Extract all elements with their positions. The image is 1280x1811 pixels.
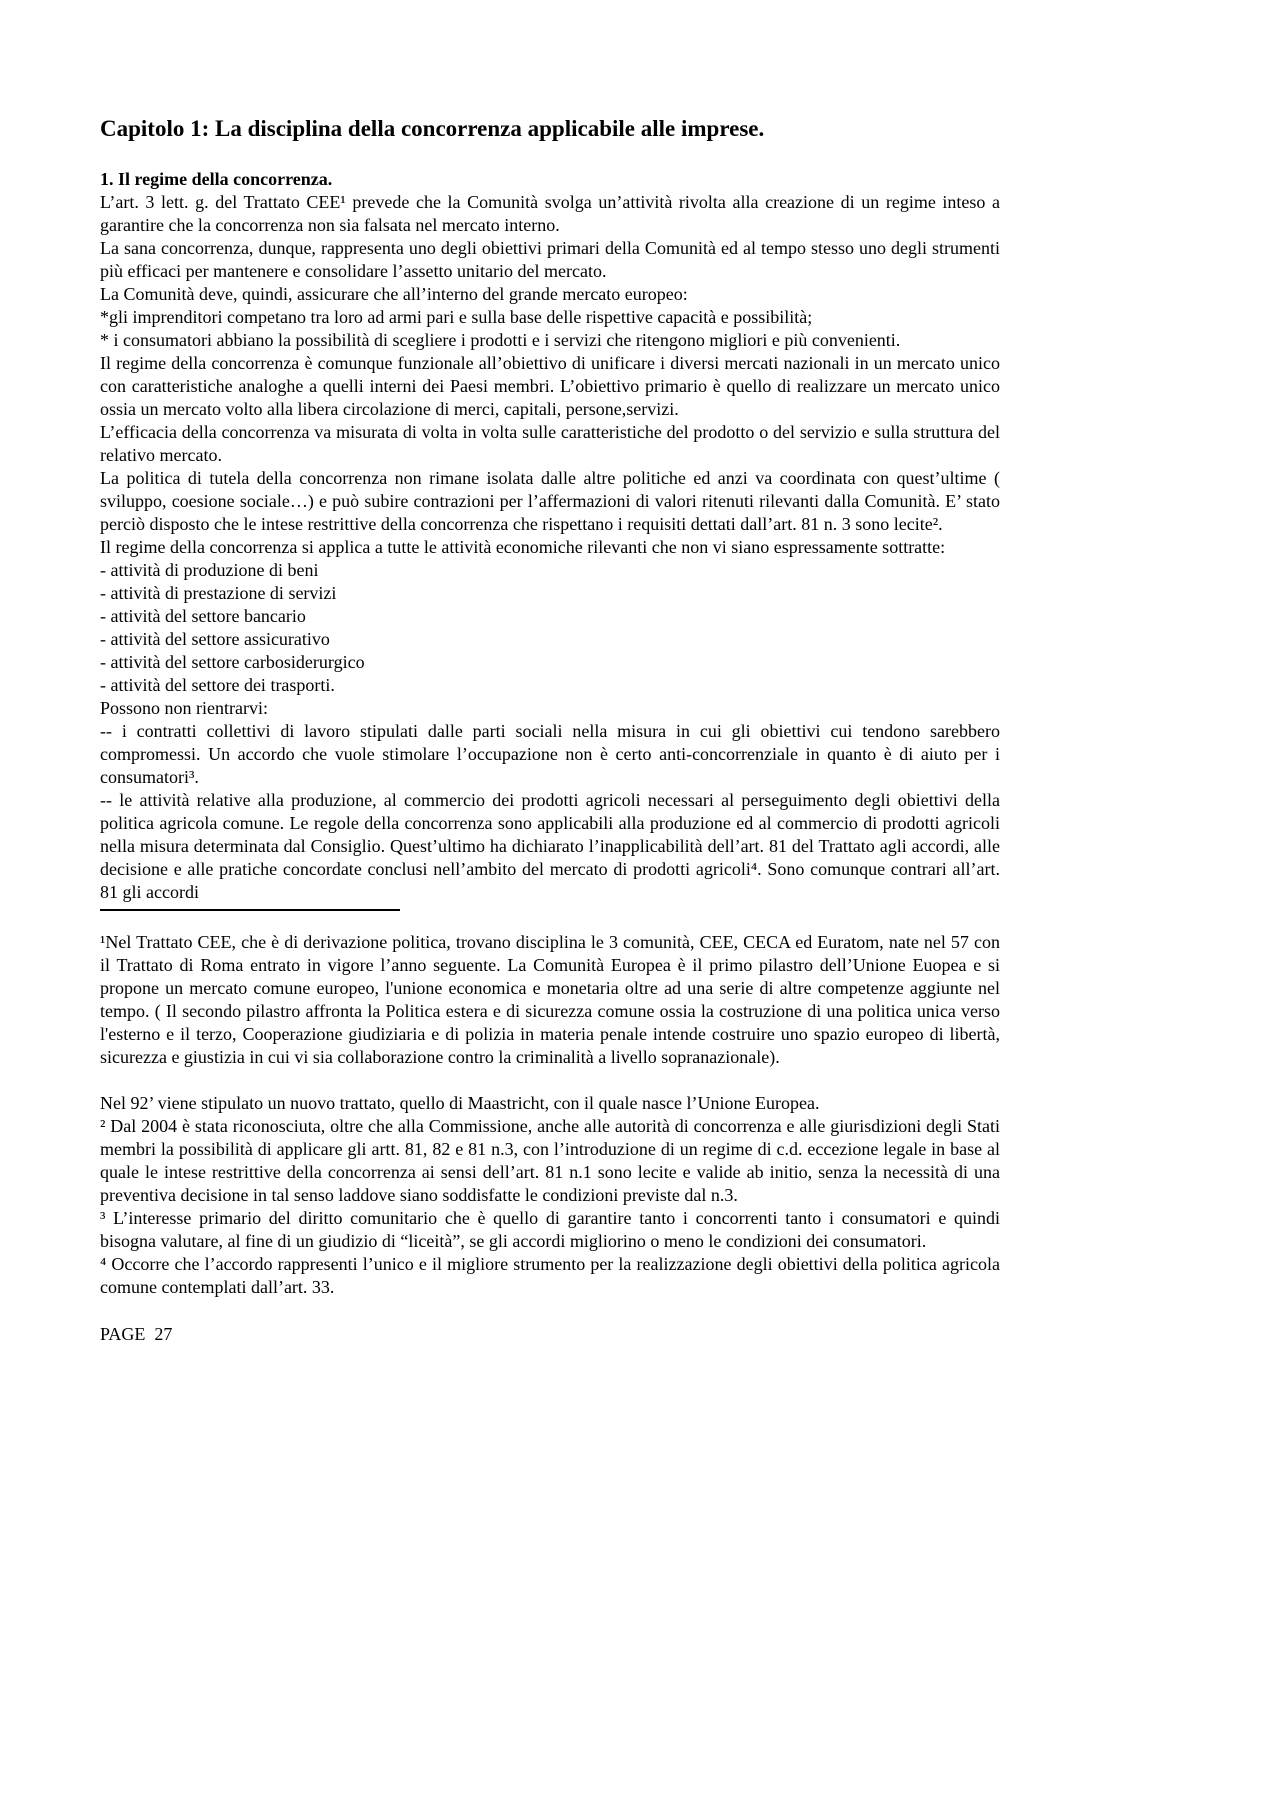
body-paragraph: - attività del settore bancario [100,606,306,627]
body-paragraph: -- i contratti collettivi di lavoro stipulati dalle parti sociali nella misura in cui gli obiettivi cui tendono sarebbero compromessi. Un accordo che vuole stimolare l’occupazione non è certo anti-concorrenziale in quanto è di aiuto per i consumatori³. [100,721,1000,788]
footnotes [100,931,1000,1299]
body-paragraph: La sana concorrenza, dunque, rappresenta uno degli obiettivi primari della Comunità ed al tempo stesso uno degli strumenti più efficaci per mantenere e consolidare l’assetto unitario del mercato. [100,238,1000,282]
body-text [100,191,1000,904]
section-heading: 1. Il regime della concorrenza. [100,169,333,190]
body-paragraph: L’efficacia della concorrenza va misurata di volta in volta sulle caratteristiche del prodotto o del servizio e sulla struttura del relativo mercato. [100,422,1000,466]
footnote: ³ L’interesse primario del diritto comunitario che è quello di garantire tanto i concorrenti tanto i consumatori e quindi bisogna valutare, al fine di un giudizio di “liceità”, se gli accordi migliorino o meno le condizioni dei consumatori. [100,1208,1000,1252]
footnote-separator [100,909,400,911]
footnote: ¹Nel Trattato CEE, che è di derivazione politica, trovano disciplina le 3 comunità, CEE, CECA ed Euratom, nate nel 57 con il Trattato di Roma entrato in vigore l’anno seguente. La Comunità Europea è il primo pilastro dell’Unione Euopea e si propone un mercato comune europeo, l'unione economica e monetaria oltre ad una serie di altre competenze aggiunte nel tempo. ( Il secondo pilastro affronta la Politica estera e di sicurezza comune ossia la costruzione di una politica unica verso l'esterno e il terzo, Cooperazione giudiziaria e di polizia in materia penale intende costruire uno spazio europeo di libertà, sicurezza e giustizia in cui vi sia collaborazione contro la criminalità a livello sopranazionale). [100,932,1000,1068]
body-paragraph: La Comunità deve, quindi, assicurare che all’interno del grande mercato europeo: [100,284,688,305]
page-number: PAGE 27 [100,1324,173,1345]
body-paragraph: - attività del settore dei trasporti. [100,675,335,696]
body-paragraph: L’art. 3 lett. g. del Trattato CEE¹ prevede che la Comunità svolga un’attività rivolta alla creazione di un regime inteso a garantire che la concorrenza non sia falsata nel mercato interno. [100,192,1000,236]
body-paragraph: Il regime della concorrenza è comunque funzionale all’obiettivo di unificare i diversi mercati nazionali in un mercato unico con caratteristiche analoghe a quelli interni dei Paesi membri. L’obiettivo primario è quello di realizzare un mercato unico ossia un mercato volto alla libera circolazione di merci, capitali, persone,servizi. [100,353,1000,420]
footnote: Nel 92’ viene stipulato un nuovo trattato, quello di Maastricht, con il quale nasce l’Unione Europea. [100,1093,820,1114]
body-paragraph: - attività del settore assicurativo [100,629,330,650]
body-paragraph: * i consumatori abbiano la possibilità di scegliere i prodotti e i servizi che ritengono migliori e più convenienti. [100,330,901,351]
body-paragraph: Il regime della concorrenza si applica a tutte le attività economiche rilevanti che non vi siano espressamente sottratte: [100,537,946,558]
body-paragraph: - attività di prestazione di servizi [100,583,337,604]
body-paragraph: - attività di produzione di beni [100,560,319,581]
chapter-title: Capitolo 1: La disciplina della concorrenza applicabile alle imprese. [100,116,765,141]
body-paragraph: Possono non rientrarvi: [100,698,268,719]
footnote: ² Dal 2004 è stata riconosciuta, oltre che alla Commissione, anche alle autorità di concorrenza e alle giurisdizioni degli Stati membri la possibilità di applicare gli artt. 81, 82 e 81 n.3, con l’introduzione di un regime di c.d. eccezione legale in base al quale le intese restrittive della concorrenza ai sensi dell’art. 81 n.1 sono lecite e valide ab initio, senza la necessità di una preventiva decisione in tal senso laddove siano soddisfatte le condizioni previste dal n.3. [100,1116,1000,1206]
body-paragraph: - attività del settore carbosiderurgico [100,652,365,673]
footnote: ⁴ Occorre che l’accordo rappresenti l’unico e il migliore strumento per la realizzazione degli obiettivi della politica agricola comune contemplati dall’art. 33. [100,1254,1000,1298]
body-paragraph: -- le attività relative alla produzione, al commercio dei prodotti agricoli necessari al perseguimento degli obiettivi della politica agricola comune. Le regole della concorrenza sono applicabili alla produzione ed al commercio di prodotti agricoli nella misura determinata dal Consiglio. Quest’ultimo ha dichiarato l’inapplicabilità dell’art. 81 del Trattato agli accordi, alle decisione e alle pratiche concordate conclusi nell’ambito del mercato di prodotti agricoli⁴. Sono comunque contrari all’art. 81 gli accordi [100,790,1000,903]
body-paragraph: *gli imprenditori competano tra loro ad armi pari e sulla base delle rispettive capacità e possibilità; [100,307,813,328]
body-paragraph: La politica di tutela della concorrenza non rimane isolata dalle altre politiche ed anzi va coordinata con quest’ultime ( sviluppo, coesione sociale…) e può subire contrazioni per l’affermazioni di valori ritenuti rilevanti dalla Comunità. E’ stato perciò disposto che le intese restrittive della concorrenza che rispettano i requisiti dettati dall’art. 81 n. 3 sono lecite². [100,468,1000,535]
